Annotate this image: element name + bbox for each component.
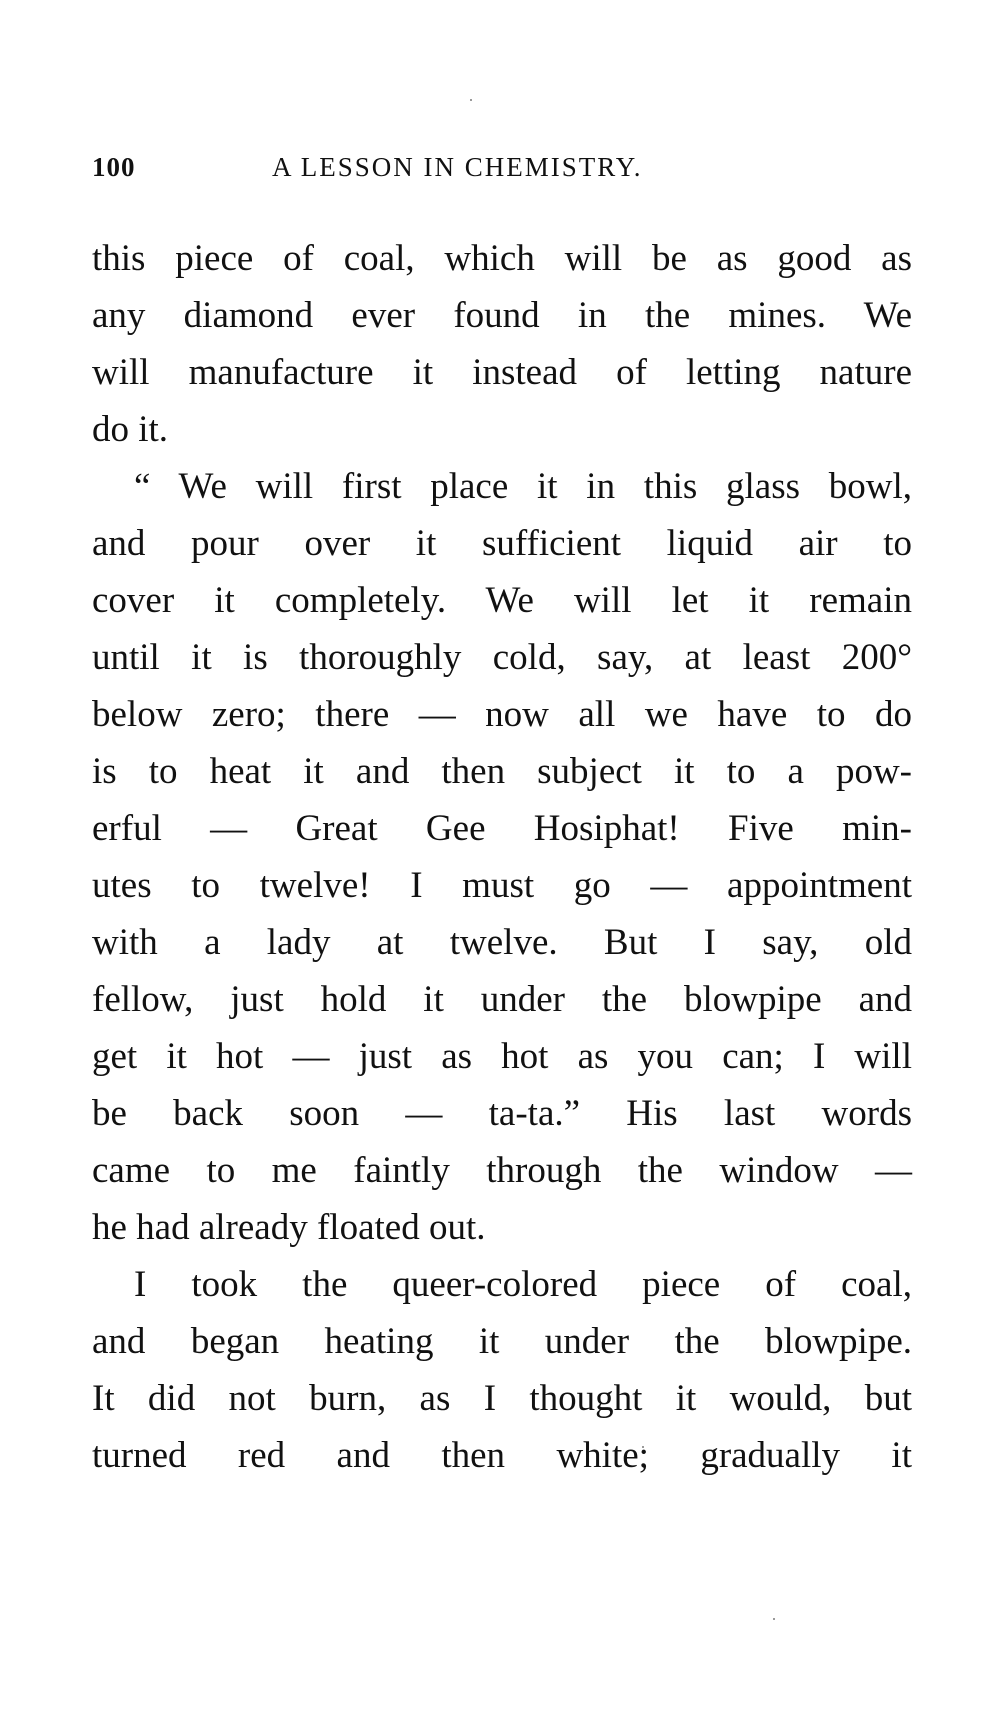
paper-speck [773, 1618, 775, 1620]
text-line: came to me faintly through the window — [92, 1150, 912, 1191]
paragraph [92, 230, 912, 458]
text-line: he had already floated out. [92, 1207, 486, 1248]
text-line: It did not burn, as I thought it would, but [92, 1378, 912, 1419]
text-line: fellow, just hold it under the blowpipe and [92, 979, 912, 1020]
text-line: get it hot — just as hot as you can; I will [92, 1036, 912, 1077]
text-line: be back soon — ta-ta.” His last words [92, 1093, 912, 1134]
text-line: “ We will first place it in this glass bowl, [134, 466, 912, 507]
text-line: until it is thoroughly cold, say, at least 200° [92, 637, 912, 678]
text-line: this piece of coal, which will be as good as [92, 238, 912, 279]
text-line: I took the queer-colored piece of coal, [134, 1264, 912, 1305]
text-line: below zero; there — now all we have to do [92, 694, 912, 735]
running-head [92, 152, 912, 192]
text-line: do it. [92, 409, 169, 450]
text-line: any diamond ever found in the mines. We [92, 295, 912, 336]
page-number: 100 [92, 152, 136, 182]
text-line: utes to twelve! I must go — appointment [92, 865, 912, 906]
text-line: and began heating it under the blowpipe. [92, 1321, 912, 1362]
text-line: erful — Great Gee Hosiphat! Five min- [92, 808, 912, 849]
body-text [92, 230, 912, 1484]
text-line: turned red and then white; gradually it [92, 1435, 912, 1476]
paragraph [92, 458, 912, 1256]
text-line: with a lady at twelve. But I say, old [92, 922, 912, 963]
paragraph [92, 1256, 912, 1484]
running-title: A LESSON IN CHEMISTRY. [272, 152, 643, 182]
text-line: is to heat it and then subject it to a pow- [92, 751, 912, 792]
text-line: will manufacture it instead of letting nature [92, 352, 912, 393]
text-line: and pour over it sufficient liquid air to [92, 523, 912, 564]
paper-speck [470, 99, 472, 101]
text-line: cover it completely. We will let it remain [92, 580, 912, 621]
